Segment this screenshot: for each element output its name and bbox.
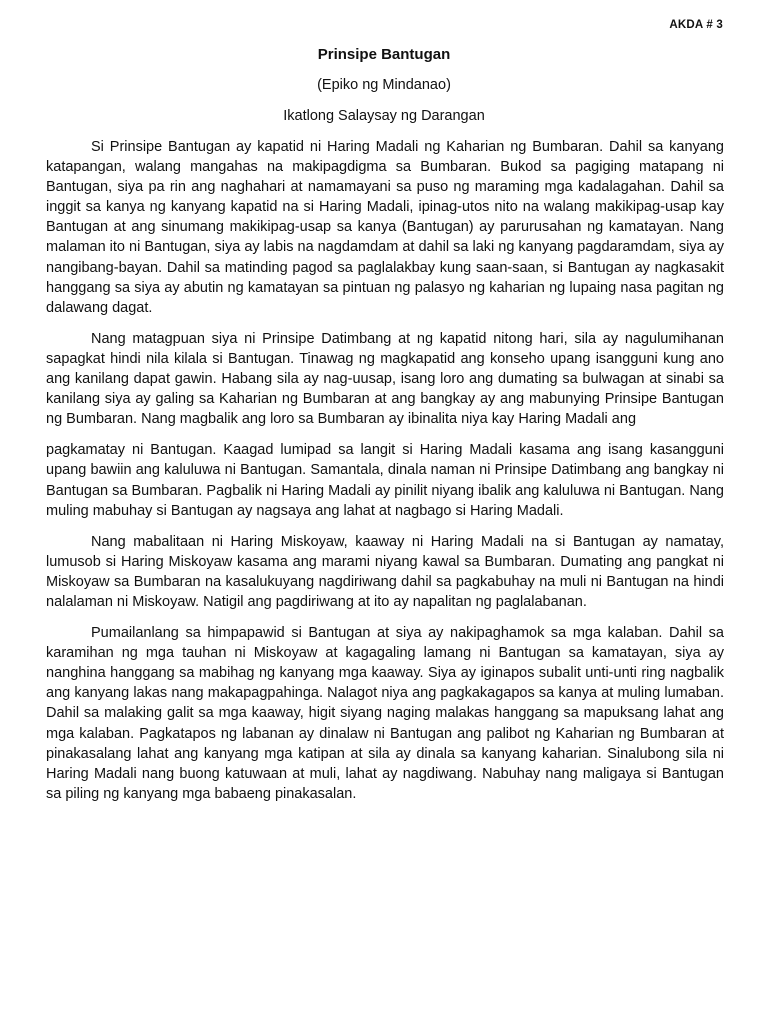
paragraph: Si Prinsipe Bantugan ay kapatid ni Haring Madali ng Kaharian ng Bumbaran. Dahil sa kanyang katapangan, walang mangahas na makipagdigma sa Bumbaran. Bukod sa pagiging matapang ni Bantugan, siya pa rin ang naghahari at namamayani sa puso ng maraming mga kadalagahan. Dahil sa inggit sa kanya ng kanyang kapatid na si Haring Madali, ipinag-utos nito na walang makikipag-usap kay Bantugan at ang sinumang makikipag-usap sa kanya (Bantugan) ay parurusahan ng kamatayan. Nang malaman ito ni Bantugan, siya ay labis na nagdamdam at dahil sa laki ng kanyang pagdaramdam, siya ay nangibang-bayan. Dahil sa matinding pagod sa paglalakbay kung saan-saan, si Bantugan ay nagkasakit hanggang sa siya ay abutin ng kamatayan sa pintuan ng palasyo ng kaharian ng lupaing nasa pagitan ng dalawang dagat. — [46, 139, 724, 316]
document-title: Prinsipe Bantugan — [317, 46, 451, 63]
paragraph: Nang mabalitaan ni Haring Miskoyaw, kaaway ni Haring Madali na si Bantugan ay namatay, lumusob si Haring Miskoyaw kasama ang marami niyang kawal sa Bumbaran. Dumating ang pangkat ni Miskoyaw sa Bumbaran na kasalukuyang nagdiriwang dahil sa pagkabuhay na muli ni Bantugan na hindi nalalaman ni Miskoyaw. Natigil ang pagdiriwang at ito ay napalitan ng paglalabanan. — [46, 533, 724, 610]
document-label: AKDA # 3 — [669, 19, 723, 31]
paragraph-continuation: pagkamatay ni Bantugan. Kaagad lumipad sa langit si Haring Madali kasama ang isang kasangguni upang bawiin ang kaluluwa ni Bantugan. Samantala, dinala naman ni Prinsipe Datimbang ang bangkay ni Bantugan sa Bumbaran. Pagbalik ni Haring Madali ay pinilit niyang ibalik ang kaluluwa ni Bantugan. Nang muling mabuhay si Bantugan ay nagsaya ang lahat at nagbago si Haring Madali. — [46, 442, 724, 519]
paragraph: Nang matagpuan siya ni Prinsipe Datimbang at ng kapatid nitong hari, sila ay nagulumihanan sapagkat hindi nila kilala si Bantugan. Tinawag ng magkapatid ang konseho upang isangguni kung ano ang kanilang dapat gawin. Habang sila ay nag-uusap, isang loro ang dumating sa bulwagan at sinabi sa kanilang siya ay galing sa Kaharian ng Bumbaran at ang bangkay ay ang mabunying Prinsipe Bantugan ng Bumbaran. Nang magbalik ang loro sa Bumbaran ay ibinalita niya kay Haring Madali ang — [46, 330, 724, 428]
document-subtitle: (Epiko ng Mindanao) — [317, 77, 451, 93]
document-body — [46, 137, 724, 815]
paragraph: Pumailanlang sa himpapawid si Bantugan at siya ay nakipaghamok sa mga kalaban. Dahil sa karamihan ng mga tauhan ni Miskoyaw at kagagaling lamang ni Bantugan sa kamatayan, siya ay nanghina hanggang sa mabihag ng kanyang mga kaaway. Siya ay iginapos subalit unti-unti ring nagbalik ang kanyang lakas nang makapagpahinga. Nalagot niya ang pagkakagapos sa kanya at muling lumaban. Dahil sa malaking galit sa mga kaaway, higit siyang naging malakas hanggang sa mapuksang lahat ang mga kalaban. Pagkatapos ng labanan ay dinalaw ni Bantugan ang palibot ng Kaharian ng Bumbaran at pinakasalang lahat ang kanyang mga katipan at sila ay dinala sa kanyang kaharian. Sinalubong sila ni Haring Madali nang buong katuwaan at muli, lahat ay nagdiwang. Nabuhay nang maligaya si Bantugan sa piling ng kanyang mga babaeng pinakasalan. — [46, 625, 724, 802]
section-heading: Ikatlong Salaysay ng Darangan — [283, 108, 485, 124]
